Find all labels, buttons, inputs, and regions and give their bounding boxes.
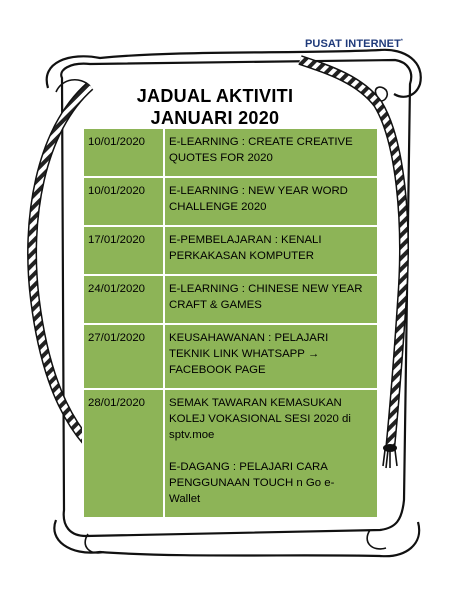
table-row xyxy=(83,275,378,324)
activity-line: KEUSAHAWANAN : PELAJARI xyxy=(169,332,329,344)
title-line-2: JANUARI 2020 xyxy=(150,108,280,128)
activity-line: TEKNIK LINK WHATSAPP → xyxy=(169,348,320,360)
activity-date: 24/01/2020 xyxy=(83,275,164,324)
table-row xyxy=(83,324,378,389)
activity-description xyxy=(164,389,378,518)
activity-description xyxy=(164,128,378,177)
activity-date: 10/01/2020 xyxy=(83,128,164,177)
activity-description xyxy=(164,177,378,226)
activity-line: QUOTES FOR 2020 xyxy=(169,152,273,164)
activity-line: PERKAKASAN KOMPUTER xyxy=(169,250,314,262)
activity-description xyxy=(164,226,378,275)
table-row xyxy=(83,389,378,518)
table-row xyxy=(83,177,378,226)
table-row xyxy=(83,226,378,275)
brand-mark: * xyxy=(400,38,403,45)
page-title xyxy=(95,85,335,129)
activity-line: SEMAK TAWARAN KEMASUKAN xyxy=(169,397,342,409)
activity-line: PENGGUNAAN TOUCH n Go e- xyxy=(169,477,335,489)
activity-line: CHALLENGE 2020 xyxy=(169,201,267,213)
activity-line: E-PEMBELAJARAN : KENALI xyxy=(169,234,322,246)
activity-line: Wallet xyxy=(169,493,201,505)
activity-line: KOLEJ VOKASIONAL SESI 2020 di xyxy=(169,413,351,425)
activity-date: 10/01/2020 xyxy=(83,177,164,226)
activity-line: sptv.moe xyxy=(169,429,215,441)
activity-line xyxy=(169,443,373,459)
activity-schedule-table xyxy=(82,127,379,519)
activity-line: CRAFT & GAMES xyxy=(169,299,262,311)
brand-logo xyxy=(305,38,403,50)
activity-line: FACEBOOK PAGE xyxy=(169,364,266,376)
activity-date: 28/01/2020 xyxy=(83,389,164,518)
activity-line: E-LEARNING : CREATE CREATIVE xyxy=(169,136,353,148)
schedule-body xyxy=(83,128,378,518)
activity-line: E-LEARNING : NEW YEAR WORD xyxy=(169,185,348,197)
activity-date: 17/01/2020 xyxy=(83,226,164,275)
activity-line: E-LEARNING : CHINESE NEW YEAR xyxy=(169,283,363,295)
title-line-1: JADUAL AKTIVITI xyxy=(136,86,294,106)
table-row xyxy=(83,128,378,177)
activity-line: E-DAGANG : PELAJARI CARA xyxy=(169,461,328,473)
activity-description xyxy=(164,324,378,389)
activity-date: 27/01/2020 xyxy=(83,324,164,389)
activity-description xyxy=(164,275,378,324)
brand-name: PUSAT INTERNET xyxy=(305,38,401,50)
